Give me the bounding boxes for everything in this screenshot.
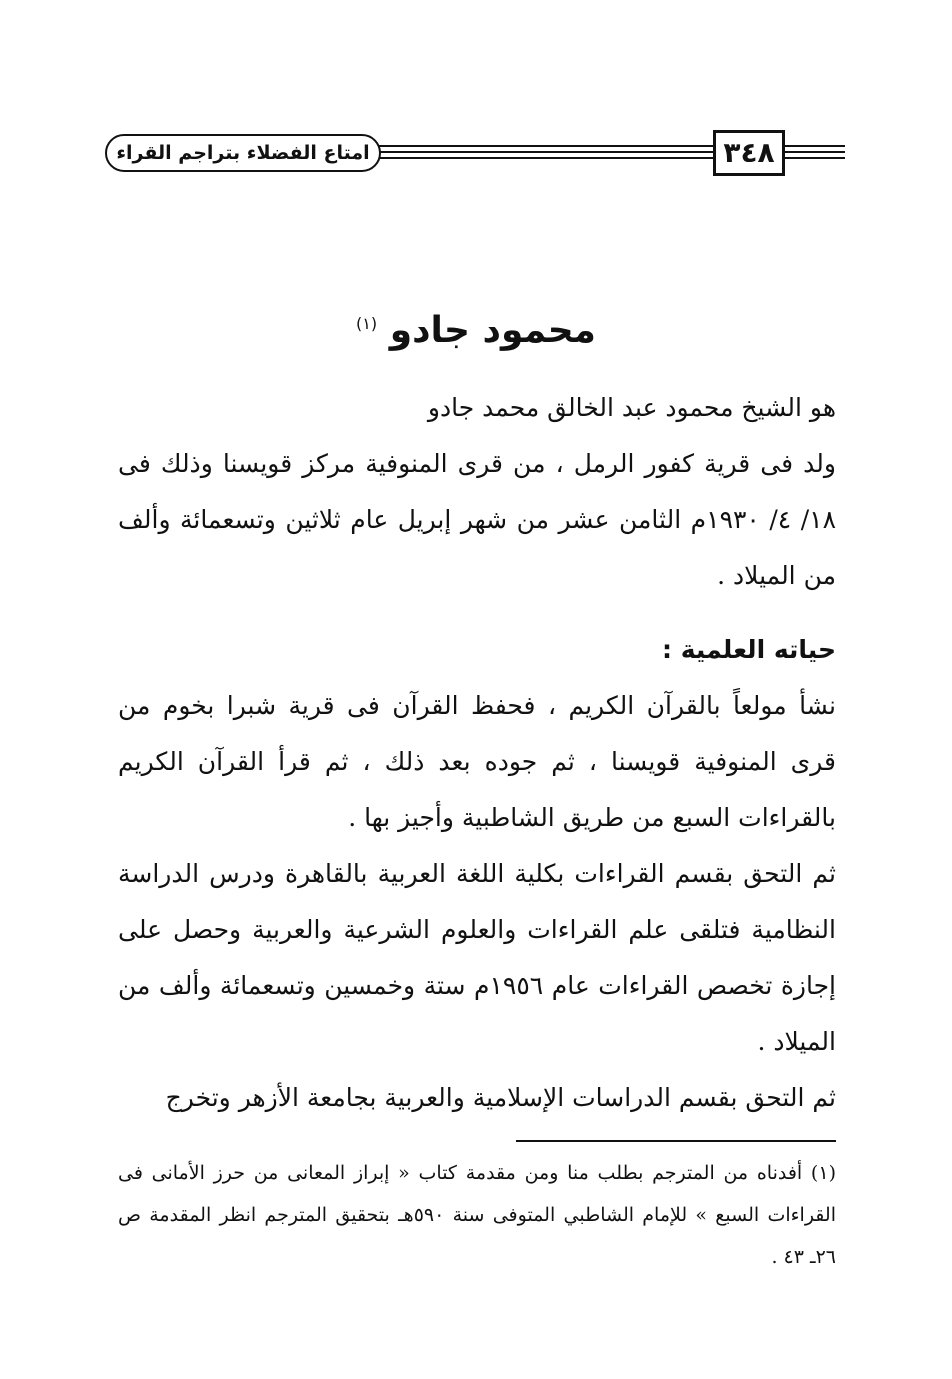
- body-paragraph: ثم التحق بقسم الدراسات الإسلامية والعربية بجامعة الأزهر وتخرج: [165, 1083, 836, 1112]
- page-number: ٣٤٨: [713, 130, 785, 176]
- header-rule-right-middle: [779, 151, 845, 153]
- biography-title: [0, 310, 952, 351]
- footnote-divider: [516, 1140, 836, 1142]
- body-paragraph: نشأ مولعاً بالقرآن الكريم ، فحفظ القرآن فى قرية شبرا بخوم من قرى المنوفية قويسنا ، ثم جوده بعد ذلك ، ثم قرأ القرآن الكريم بالقراءات السبع من طريق الشاطبية وأجيز بها .: [118, 691, 836, 832]
- body-paragraph: ثم التحق بقسم القراءات بكلية اللغة العربية بالقاهرة ودرس الدراسة النظامية فتلقى علم القراءات والعلوم الشرعية والعربية وحصل على إجازة تخصص القراءات عام ١٩٥٦م ستة وخمسين وتسعمائة وألف من الميلاد .: [118, 859, 837, 1056]
- intro-paragraph: هو الشيخ محمود عبد الخالق محمد جادو: [427, 393, 836, 422]
- header-rule-bottom: [377, 157, 713, 159]
- header-rule-top: [377, 145, 713, 147]
- footnote: (١) أفدناه من المترجم بطلب منا ومن مقدمة كتاب « إبراز المعانى من حرز الأمانى فى القراءات السبع » للإمام الشاطبي المتوفى سنة ٥٩٠هـ بتحقيق المترجم انظر المقدمة ص ٢٦ـ ٤٣ .: [118, 1162, 836, 1268]
- header-rule-right-bottom: [779, 157, 845, 159]
- footnote-marker: (١): [356, 314, 378, 333]
- header-rule-middle: [377, 151, 713, 153]
- header-rule-right-top: [779, 145, 845, 147]
- section-heading: حياته العلمية :: [662, 635, 836, 664]
- book-title: امتاع الفضلاء بتراجم القراء: [105, 134, 381, 172]
- running-header: [105, 128, 845, 176]
- biography-name: محمود جادو: [389, 310, 596, 351]
- main-content: [118, 380, 836, 1126]
- birth-paragraph: ولد فى قرية كفور الرمل ، من قرى المنوفية مركز قويسنا وذلك فى ١٨/ ٤/ ١٩٣٠م الثامن عشر من شهر إبريل عام ثلاثين وتسعمائة وألف من الميلاد .: [118, 449, 836, 590]
